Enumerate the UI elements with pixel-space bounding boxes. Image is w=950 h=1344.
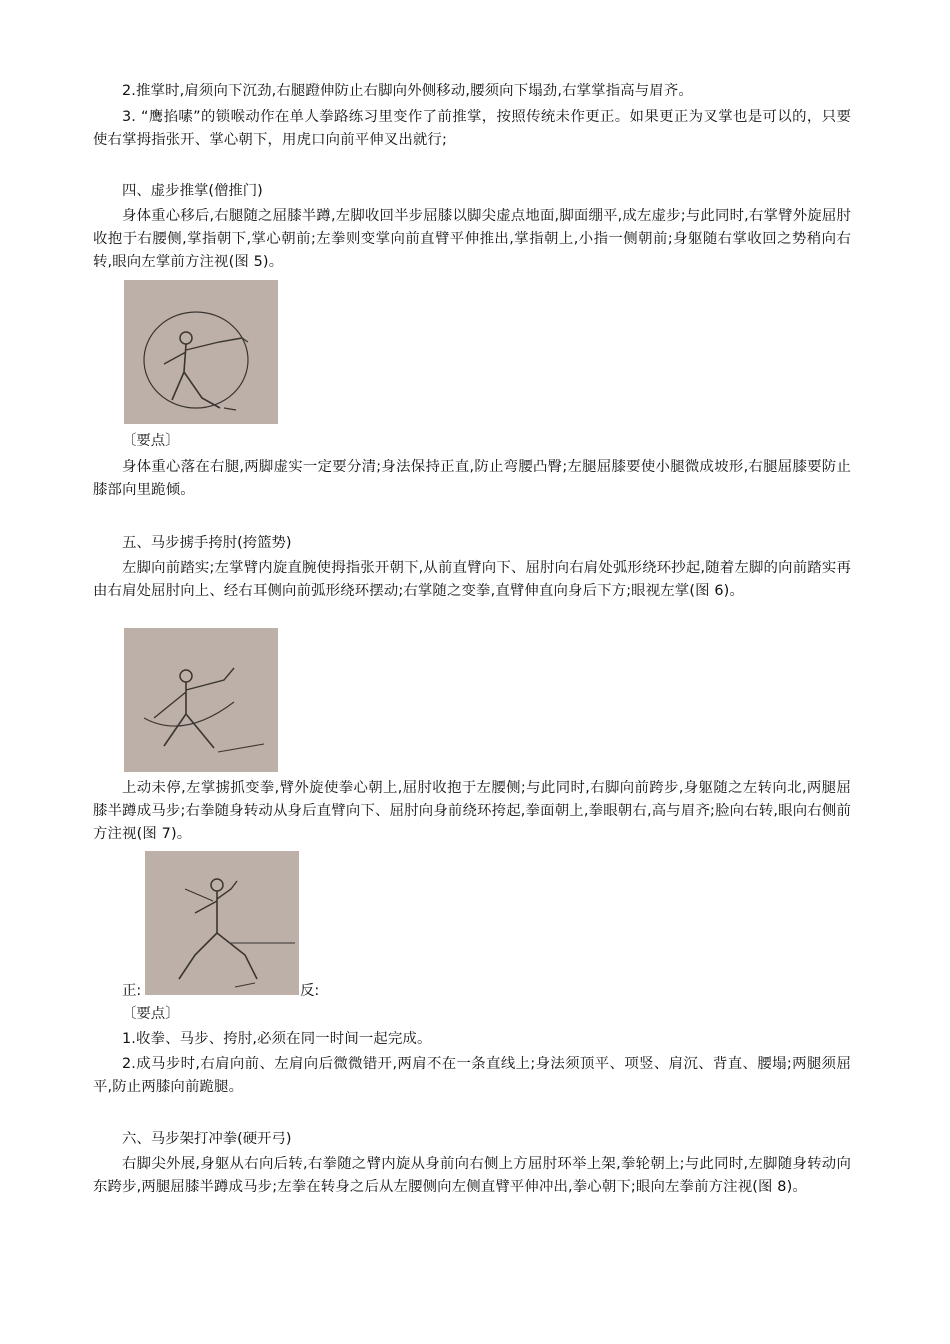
key-points-label-1: 〔要点〕: [122, 433, 180, 449]
paragraph-section4-body: 身体重心移后,右腿随之屈膝半蹲,左脚收回半步屈膝以脚尖虚点地面,脚面绷平,成左虚步;与此同时,右掌臂外旋屈肘收抱于右腰侧,掌指朝下,掌心朝前;左拳则变掌向前直臂平伸推出,掌指朝上,小指一侧朝前;身躯随右掌收回之势稍向右转,眼向左掌前方注视(图 5)。: [93, 208, 851, 270]
section-heading-5: 五、马步掳手挎肘(挎篮势): [122, 535, 292, 551]
figure-7-photo: [145, 851, 299, 995]
label-front: 正:: [122, 983, 142, 999]
paragraph-section5-point1: 1.收拳、马步、挎肘,必须在同一时间一起完成。: [122, 1031, 432, 1047]
paragraph-pushpalm-note3: 3. “鹰掐嗉”的锁喉动作在单人拳路练习里变作了前推掌，按照传统未作更正。如果更正为叉掌也是可以的，只要使右掌拇指张开、掌心朝下，用虎口向前平伸叉出就行;: [93, 109, 851, 148]
figure-5-drawing: [124, 280, 278, 424]
figure-6-drawing: [124, 628, 278, 772]
key-points-label-2: 〔要点〕: [122, 1006, 180, 1022]
figure-7-drawing: [145, 851, 299, 995]
paragraph-section5-body: 左脚向前踏实;左掌臂内旋直腕使拇指张开朝下,从前直臂向下、屈肘向右肩处弧形绕环抄起,随着左脚的向前踏实再由右肩处屈肘向上、经右耳侧向前弧形绕环摆动;右掌随之变拳,直臂伸直向身后下方;眼视左掌(图 6)。: [93, 560, 851, 599]
paragraph-section6-body: 右脚尖外展,身躯从右向后转,右拳随之臂内旋从身前向右侧上方屈肘环举上架,拳轮朝上;与此同时,左脚随身转动向东跨步,两腿屈膝半蹲成马步;左拳在转身之后从左腰侧向左侧直臂平伸冲出,拳心朝下;眼向左拳前方注视(图 8)。: [93, 1156, 851, 1195]
figure-5-photo: [124, 280, 278, 424]
paragraph-section4-keypoints: 身体重心落在右腿,两脚虚实一定要分清;身法保持正直,防止弯腰凸臀;左腿屈膝要使小腿微成坡形,右腿屈膝要防止膝部向里跪倾。: [93, 459, 851, 498]
figure-6-photo: [124, 628, 278, 772]
paragraph-pushpalm-note2: 2.推掌时,肩须向下沉劲,右腿蹬伸防止右脚向外侧移动,腰须向下塌劲,右掌掌指高与眉齐。: [122, 83, 693, 99]
section-heading-4: 四、虚步推掌(僧推门): [122, 183, 263, 199]
paragraph-section5-continued: 上动未停,左掌掳抓变拳,臂外旋使拳心朝上,屈肘收抱于左腰侧;与此同时,右脚向前跨步,身躯随之左转向北,两腿屈膝半蹲成马步;右拳随身转动从身后直臂向下、屈肘向身前绕环挎起,拳面朝上,拳眼朝右,高与眉齐;脸向右转,眼向右侧前方注视(图 7)。: [93, 780, 851, 842]
paragraph-section5-point2: 2.成马步时,右肩向前、左肩向后微微错开,两肩不在一条直线上;身法须顶平、项竖、肩沉、背直、腰塌;两腿须屈平,防止两膝向前跪腿。: [93, 1056, 851, 1095]
section-heading-6: 六、马步架打冲拳(硬开弓): [122, 1131, 292, 1147]
label-back: 反:: [300, 983, 320, 999]
